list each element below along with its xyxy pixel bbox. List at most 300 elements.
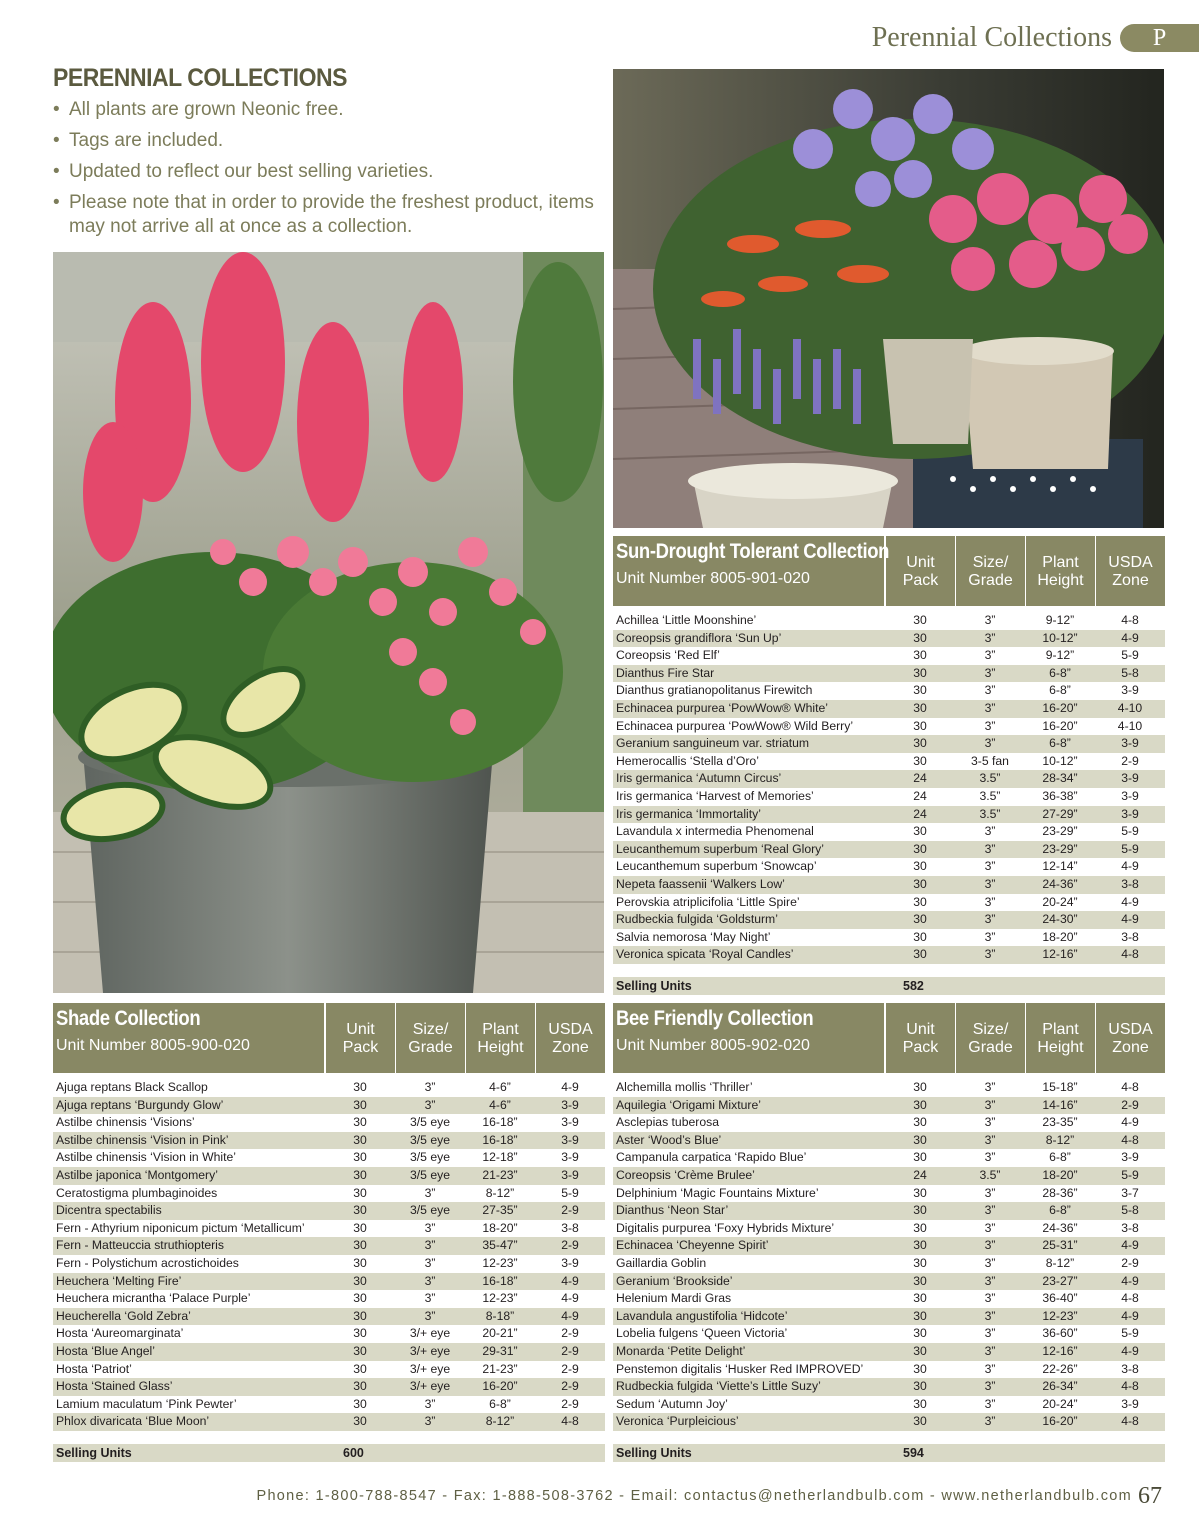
plant-height: 18-20”	[1042, 1167, 1078, 1182]
table-row	[613, 612, 1165, 630]
size-grade: 3”	[984, 912, 996, 927]
usda-zone: 4-9	[1121, 1343, 1139, 1358]
unit-pack: 30	[353, 1361, 367, 1376]
unit-pack: 30	[353, 1220, 367, 1235]
size-grade: 3/+ eye	[409, 1326, 451, 1341]
table-row	[613, 1343, 1165, 1361]
table-row	[53, 1185, 605, 1203]
plant-name: Iris germanica ‘Immortality’	[616, 806, 761, 821]
plant-name: Lavandula angustifolia ‘Hidcote’	[616, 1308, 788, 1323]
unit-pack: 30	[913, 630, 927, 645]
size-grade: 3/+ eye	[409, 1343, 451, 1358]
unit-pack: 30	[913, 736, 927, 751]
table-row	[613, 1255, 1165, 1273]
usda-zone: 4-9	[561, 1273, 579, 1288]
plant-name: Nepeta faassenii ‘Walkers Low’	[616, 876, 785, 891]
unit-pack: 30	[353, 1115, 367, 1130]
plant-name: Monarda ‘Petite Delight’	[616, 1343, 746, 1358]
plant-height: 20-24”	[1042, 1396, 1078, 1411]
size-grade: 3”	[984, 1150, 996, 1165]
usda-zone: 3-9	[1121, 788, 1139, 803]
plant-height: 26-34”	[1042, 1379, 1078, 1394]
size-grade: 3/+ eye	[409, 1379, 451, 1394]
sun-drought-collection-photo	[613, 69, 1164, 528]
table-header	[613, 536, 1165, 606]
plant-name: Astilbe chinensis ‘Vision in White’	[56, 1150, 236, 1165]
table-row	[613, 753, 1165, 771]
plant-height: 20-21”	[482, 1326, 518, 1341]
usda-zone: 3-8	[1121, 1361, 1139, 1376]
unit-pack: 30	[913, 1326, 927, 1341]
table-row	[53, 1273, 605, 1291]
table-row	[613, 1114, 1165, 1132]
plant-name: Aster ‘Wood’s Blue’	[616, 1132, 722, 1147]
usda-zone: 4-8	[1121, 1132, 1139, 1147]
plant-name: Leucanthemum superbum ‘Real Glory’	[616, 841, 824, 856]
plant-name: Dianthus gratianopolitanus Firewitch	[616, 683, 813, 698]
plant-name: Aquilegia ‘Origami Mixture’	[616, 1097, 761, 1112]
plant-height: 36-60”	[1042, 1326, 1078, 1341]
unit-pack: 30	[353, 1326, 367, 1341]
usda-zone: 4-8	[561, 1414, 579, 1429]
size-grade: 3”	[984, 648, 996, 663]
size-grade: 3”	[984, 1361, 996, 1376]
table-row	[53, 1237, 605, 1255]
unit-pack: 30	[353, 1097, 367, 1112]
size-grade: 3”	[984, 1203, 996, 1218]
plant-name: Geranium sanguineum var. striatum	[616, 736, 810, 751]
sun-drought-collection-table	[613, 536, 1165, 964]
size-grade: 3.5”	[979, 806, 1001, 821]
size-grade: 3”	[984, 1343, 996, 1358]
bee-selling-units	[613, 1444, 1165, 1462]
plant-height: 22-26”	[1042, 1361, 1078, 1376]
plant-height: 28-36”	[1042, 1185, 1078, 1200]
plant-height: 10-12”	[1042, 753, 1078, 768]
intro-bullets	[53, 98, 603, 246]
usda-zone: 2-9	[561, 1379, 579, 1394]
column-usda-zone: USDA Zone	[1095, 536, 1165, 606]
table-row	[613, 1167, 1165, 1185]
usda-zone: 4-9	[1121, 1308, 1139, 1323]
usda-zone: 5-9	[1121, 648, 1139, 663]
usda-zone: 4-10	[1117, 718, 1143, 733]
usda-zone: 4-8	[1121, 1379, 1139, 1394]
plant-name: Penstemon digitalis ‘Husker Red IMPROVED’	[616, 1361, 864, 1376]
table-row	[613, 1097, 1165, 1115]
plant-name: Campanula carpatica ‘Rapido Blue’	[616, 1150, 807, 1165]
size-grade: 3”	[424, 1238, 436, 1253]
selling-units-label: Selling Units	[616, 979, 692, 993]
usda-zone: 4-8	[1121, 947, 1139, 962]
size-grade: 3”	[984, 894, 996, 909]
unit-pack: 30	[913, 718, 927, 733]
usda-zone: 5-9	[1121, 1167, 1139, 1182]
plant-name: Coreopsis ‘Red Elf’	[616, 648, 720, 663]
size-grade: 3”	[424, 1255, 436, 1270]
table-row	[53, 1167, 605, 1185]
plant-height: 18-20”	[1042, 929, 1078, 944]
plant-name: Phlox divaricata ‘Blue Moon’	[56, 1414, 210, 1429]
unit-pack: 30	[913, 841, 927, 856]
usda-zone: 2-9	[561, 1361, 579, 1376]
table-row	[613, 1413, 1165, 1431]
plant-height: 8-12”	[485, 1185, 515, 1200]
table-row	[53, 1290, 605, 1308]
unit-pack: 24	[913, 788, 927, 803]
unit-pack: 30	[913, 665, 927, 680]
collection-title: Bee Friendly Collection	[616, 1007, 814, 1030]
usda-zone: 4-9	[1121, 1273, 1139, 1288]
footer-contact: Phone: 1-800-788-8547 - Fax: 1-888-508-3762 - Email: contactus@netherlandbulb.com - www.netherlandbulb.com	[256, 1488, 1132, 1504]
plant-name: Veronica ‘Purpleicious’	[616, 1414, 739, 1429]
usda-zone: 4-9	[1121, 1238, 1139, 1253]
column-usda-zone: USDA Zone	[1095, 1003, 1165, 1073]
plant-name: Coreopsis grandiflora ‘Sun Up’	[616, 630, 782, 645]
unit-pack: 30	[913, 1203, 927, 1218]
usda-zone: 3-9	[1121, 736, 1139, 751]
plant-name: Ajuga reptans Black Scallop	[56, 1080, 208, 1094]
table-row	[613, 1396, 1165, 1414]
plant-name: Heuchera ‘Melting Fire’	[56, 1273, 182, 1288]
size-grade: 3/5 eye	[410, 1203, 450, 1218]
plant-name: Veronica spicata ‘Royal Candles’	[616, 947, 794, 962]
size-grade: 3”	[984, 1255, 996, 1270]
unit-pack: 30	[913, 753, 927, 768]
collection-name-cell	[613, 536, 890, 606]
plant-name: Leucanthemum superbum ‘Snowcap’	[616, 859, 817, 874]
unit-pack: 30	[913, 700, 927, 715]
table-row	[613, 1079, 1165, 1097]
unit-number: Unit Number 8005-902-020	[616, 1037, 810, 1054]
size-grade: 3”	[424, 1273, 436, 1288]
plant-height: 35-47”	[482, 1238, 518, 1253]
unit-pack: 30	[353, 1132, 367, 1147]
plant-height: 16-20”	[1042, 718, 1078, 733]
table-header	[53, 1003, 605, 1073]
usda-zone: 3-8	[1121, 1220, 1139, 1235]
size-grade: 3-5 fan	[971, 753, 1009, 768]
section-tab: P	[1120, 24, 1199, 52]
unit-number: Unit Number 8005-901-020	[616, 570, 810, 587]
size-grade: 3/5 eye	[410, 1167, 450, 1182]
selling-units-value: 594	[903, 1446, 924, 1460]
unit-pack: 30	[913, 824, 927, 839]
plant-height: 12-16”	[1042, 947, 1078, 962]
table-row	[613, 806, 1165, 824]
column-plant-height: Plant Height	[465, 1003, 535, 1073]
plant-height: 6-8”	[1049, 1150, 1071, 1165]
plant-name: Hemerocallis ‘Stella d’Oro’	[616, 753, 759, 768]
column-plant-height: Plant Height	[1025, 1003, 1095, 1073]
plant-height: 6-8”	[1049, 1203, 1071, 1218]
plant-height: 6-8”	[1049, 683, 1071, 698]
unit-pack: 30	[353, 1379, 367, 1394]
plant-height: 12-16”	[1042, 1343, 1078, 1358]
plant-name: Ajuga reptans ‘Burgundy Glow’	[56, 1097, 224, 1112]
plant-name: Astilbe japonica ‘Montgomery’	[56, 1167, 218, 1182]
section-title: Perennial Collections	[871, 22, 1112, 53]
plant-name: Hosta ‘Blue Angel’	[56, 1343, 155, 1358]
plant-height: 4-6”	[489, 1097, 511, 1112]
unit-pack: 30	[913, 876, 927, 891]
usda-zone: 3-9	[561, 1132, 579, 1147]
plant-name: Echinacea purpurea ‘PowWow® White’	[616, 700, 828, 715]
selling-units-value: 582	[903, 979, 924, 993]
plant-name: Fern - Polystichum acrostichoides	[56, 1255, 239, 1270]
plant-name: Digitalis purpurea ‘Foxy Hybrids Mixture’	[616, 1220, 835, 1235]
usda-zone: 2-9	[1121, 1097, 1139, 1112]
plant-height: 14-16”	[1042, 1097, 1078, 1112]
table-row	[53, 1361, 605, 1379]
plant-height: 16-18”	[482, 1273, 518, 1288]
plant-name: Astilbe chinensis ‘Visions’	[56, 1115, 195, 1130]
column-size-grade: Size/ Grade	[955, 536, 1025, 606]
unit-pack: 30	[913, 1115, 927, 1130]
unit-pack: 30	[353, 1273, 367, 1288]
unit-pack: 30	[913, 1361, 927, 1376]
plant-height: 28-34”	[1042, 771, 1078, 786]
usda-zone: 3-8	[1121, 876, 1139, 891]
plant-height: 9-12”	[1045, 648, 1075, 663]
plant-name: Achillea ‘Little Moonshine’	[616, 613, 757, 627]
plant-height: 25-31”	[1042, 1238, 1078, 1253]
usda-zone: 4-10	[1117, 700, 1143, 715]
usda-zone: 4-9	[1121, 1115, 1139, 1130]
table-row	[53, 1132, 605, 1150]
plant-height: 12-23”	[1042, 1308, 1078, 1323]
unit-pack: 30	[913, 1132, 927, 1147]
bullet-item: • Updated to reflect our best selling varieties.	[53, 160, 603, 184]
column-unit-pack: Unit Pack	[325, 1003, 395, 1073]
unit-pack: 30	[353, 1414, 367, 1429]
table-row	[613, 911, 1165, 929]
unit-pack: 24	[913, 1167, 927, 1182]
table-body	[613, 1079, 1165, 1431]
unit-pack: 30	[913, 1185, 927, 1200]
unit-pack: 30	[913, 648, 927, 663]
plant-name: Sedum ‘Autumn Joy’	[616, 1396, 728, 1411]
size-grade: 3”	[984, 1326, 996, 1341]
table-row	[613, 1149, 1165, 1167]
plant-name: Hosta ‘Patriot’	[56, 1361, 132, 1376]
bullet-item: • Tags are included.	[53, 129, 603, 153]
bee-friendly-collection-table	[613, 1003, 1165, 1431]
plant-height: 16-18”	[482, 1132, 518, 1147]
plant-height: 8-12”	[1045, 1132, 1075, 1147]
table-row	[613, 1361, 1165, 1379]
collection-title: Shade Collection	[56, 1007, 201, 1030]
plant-name: Perovskia atriplicifolia ‘Little Spire’	[616, 894, 800, 909]
unit-pack: 30	[913, 1255, 927, 1270]
column-unit-pack: Unit Pack	[885, 536, 955, 606]
usda-zone: 3-9	[1121, 683, 1139, 698]
usda-zone: 4-9	[561, 1080, 579, 1094]
plant-name: Rudbeckia fulgida ‘Goldsturm’	[616, 912, 778, 927]
table-row	[613, 1237, 1165, 1255]
table-row	[53, 1325, 605, 1343]
usda-zone: 4-8	[1121, 1291, 1139, 1306]
sun-selling-units	[613, 977, 1165, 995]
table-body	[53, 1079, 605, 1431]
plant-height: 9-12”	[1045, 613, 1075, 627]
plant-name: Delphinium ‘Magic Fountains Mixture’	[616, 1185, 819, 1200]
plant-height: 15-18”	[1042, 1080, 1078, 1094]
table-row	[613, 700, 1165, 718]
collection-title: Sun-Drought Tolerant Collection	[616, 540, 890, 563]
plant-height: 8-18”	[485, 1308, 515, 1323]
unit-pack: 30	[913, 1379, 927, 1394]
size-grade: 3”	[424, 1220, 436, 1235]
column-plant-height: Plant Height	[1025, 536, 1095, 606]
size-grade: 3”	[984, 1220, 996, 1235]
plant-height: 18-20”	[482, 1220, 518, 1235]
unit-pack: 30	[913, 1080, 927, 1094]
table-row	[613, 1185, 1165, 1203]
plant-height: 6-8”	[489, 1396, 511, 1411]
table-row	[53, 1343, 605, 1361]
size-grade: 3”	[424, 1080, 436, 1094]
table-row	[53, 1396, 605, 1414]
table-row	[53, 1097, 605, 1115]
unit-pack: 30	[913, 1097, 927, 1112]
unit-pack: 30	[913, 947, 927, 962]
plant-height: 24-30”	[1042, 912, 1078, 927]
page-number: 67	[1138, 1483, 1162, 1509]
size-grade: 3”	[984, 1132, 996, 1147]
shade-selling-units	[53, 1444, 605, 1462]
plant-name: Helenium Mardi Gras	[616, 1291, 732, 1306]
size-grade: 3/5 eye	[410, 1132, 450, 1147]
table-row	[613, 1325, 1165, 1343]
plant-name: Rudbeckia fulgida ‘Viette’s Little Suzy’	[616, 1379, 821, 1394]
usda-zone: 4-9	[1121, 630, 1139, 645]
unit-pack: 30	[913, 1343, 927, 1358]
size-grade: 3”	[984, 1379, 996, 1394]
plant-height: 16-18”	[482, 1115, 518, 1130]
unit-pack: 30	[353, 1203, 367, 1218]
unit-pack: 30	[353, 1238, 367, 1253]
unit-pack: 30	[353, 1150, 367, 1165]
usda-zone: 4-8	[1121, 1080, 1139, 1094]
unit-pack: 30	[353, 1343, 367, 1358]
size-grade: 3”	[984, 1115, 996, 1130]
unit-pack: 30	[913, 1273, 927, 1288]
plant-height: 21-23”	[482, 1167, 518, 1182]
plant-name: Geranium ‘Brookside’	[616, 1273, 733, 1288]
size-grade: 3/+ eye	[409, 1361, 451, 1376]
usda-zone: 4-9	[1121, 894, 1139, 909]
table-row	[613, 788, 1165, 806]
unit-pack: 30	[913, 1308, 927, 1323]
unit-pack: 30	[353, 1080, 367, 1094]
column-unit-pack: Unit Pack	[885, 1003, 955, 1073]
size-grade: 3”	[984, 700, 996, 715]
usda-zone: 5-9	[561, 1185, 579, 1200]
plant-name: Lamium maculatum ‘Pink Pewter’	[56, 1396, 237, 1411]
plant-name: Hosta ‘Aureomarginata’	[56, 1326, 184, 1341]
usda-zone: 2-9	[561, 1343, 579, 1358]
size-grade: 3”	[984, 1414, 996, 1429]
plant-height: 6-8”	[1049, 736, 1071, 751]
plant-name: Alchemilla mollis ‘Thriller’	[616, 1080, 753, 1094]
plant-name: Fern - Athyrium niponicum pictum ‘Metallicum’	[56, 1220, 305, 1235]
table-row	[613, 718, 1165, 736]
plant-name: Dianthus ‘Neon Star’	[616, 1203, 729, 1218]
table-header	[613, 1003, 1165, 1073]
size-grade: 3.5”	[979, 1167, 1001, 1182]
column-usda-zone: USDA Zone	[535, 1003, 605, 1073]
table-row	[613, 647, 1165, 665]
plant-height: 23-29”	[1042, 841, 1078, 856]
size-grade: 3”	[984, 1097, 996, 1112]
plant-name: Lobelia fulgens ‘Queen Victoria’	[616, 1326, 788, 1341]
plant-name: Salvia nemorosa ‘May Night’	[616, 929, 771, 944]
size-grade: 3”	[984, 630, 996, 645]
size-grade: 3”	[984, 1080, 996, 1094]
plant-name: Echinacea purpurea ‘PowWow® Wild Berry’	[616, 718, 854, 733]
usda-zone: 3-9	[561, 1097, 579, 1112]
table-row	[53, 1114, 605, 1132]
selling-units-label: Selling Units	[616, 1446, 692, 1460]
usda-zone: 5-8	[1121, 1203, 1139, 1218]
plant-height: 8-12”	[1045, 1255, 1075, 1270]
size-grade: 3”	[984, 736, 996, 751]
usda-zone: 4-9	[1121, 912, 1139, 927]
usda-zone: 2-9	[1121, 1255, 1139, 1270]
size-grade: 3”	[424, 1414, 436, 1429]
table-row	[53, 1202, 605, 1220]
unit-pack: 30	[353, 1396, 367, 1411]
unit-pack: 30	[913, 1238, 927, 1253]
plant-height: 12-23”	[482, 1291, 518, 1306]
usda-zone: 3-9	[561, 1255, 579, 1270]
unit-pack: 30	[913, 1396, 927, 1411]
plant-name: Lavandula x intermedia Phenomenal	[616, 824, 814, 839]
shade-collection-photo	[53, 252, 604, 993]
size-grade: 3”	[984, 841, 996, 856]
usda-zone: 3-8	[561, 1220, 579, 1235]
table-row	[613, 665, 1165, 683]
unit-pack: 30	[913, 894, 927, 909]
plant-name: Heucherella ‘Gold Zebra’	[56, 1308, 191, 1323]
table-row	[613, 841, 1165, 859]
unit-pack: 30	[913, 1220, 927, 1235]
unit-pack: 30	[353, 1167, 367, 1182]
unit-pack: 30	[913, 613, 927, 627]
plant-name: Ceratostigma plumbaginoides	[56, 1185, 218, 1200]
plant-height: 29-31”	[482, 1343, 518, 1358]
size-grade: 3”	[424, 1396, 436, 1411]
usda-zone: 4-9	[561, 1291, 579, 1306]
plant-height: 27-35”	[482, 1203, 518, 1218]
size-grade: 3”	[984, 613, 996, 627]
size-grade: 3”	[984, 947, 996, 962]
plant-height: 12-23”	[482, 1255, 518, 1270]
usda-zone: 2-9	[1121, 753, 1139, 768]
shade-collection-table	[53, 1003, 605, 1431]
plant-name: Coreopsis ‘Crème Brulee’	[616, 1167, 755, 1182]
column-size-grade: Size/ Grade	[395, 1003, 465, 1073]
table-row	[53, 1220, 605, 1238]
plant-height: 4-6”	[489, 1080, 511, 1094]
table-row	[613, 1308, 1165, 1326]
selling-units-label: Selling Units	[56, 1446, 132, 1460]
usda-zone: 2-9	[561, 1203, 579, 1218]
bullet-item: • Please note that in order to provide the freshest product, items may not arrive all at once as a collection.	[53, 191, 603, 239]
usda-zone: 4-9	[1121, 859, 1139, 874]
unit-pack: 24	[913, 771, 927, 786]
